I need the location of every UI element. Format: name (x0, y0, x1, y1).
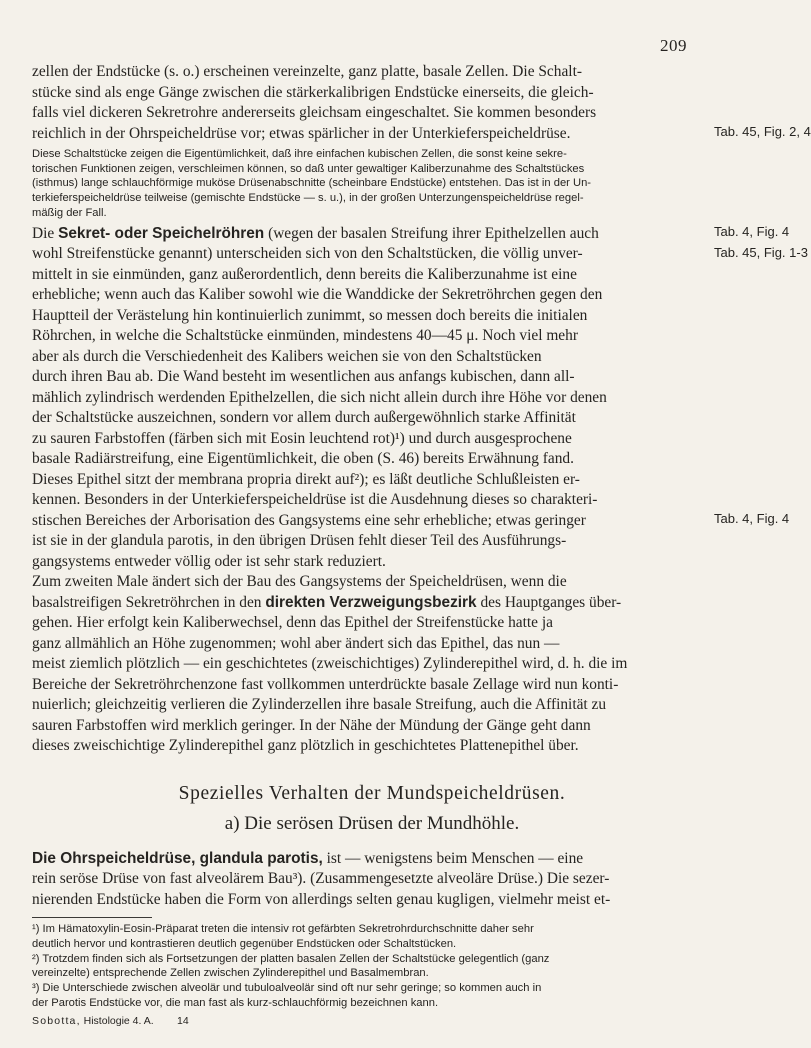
section-heading: Spezielles Verhalten der Mundspeicheldrüsen. (178, 782, 566, 804)
footnote-1: ¹) Im Hämatoxylin-Eosin-Präparat treten die intensiv rot gefärbten Sekretrohrdurchschnitte daher sehr deutlich hervor und kontrastieren deutlich gegenüber Endstücken oder Schaltstücken. (32, 923, 534, 950)
printer-source-line (32, 1015, 712, 1027)
paragraph-hauptgang (32, 572, 712, 757)
paragraph-parotis (32, 849, 712, 911)
source-title: Histologie 4. A. (83, 1014, 154, 1027)
text-run: ist — wenigstens beim Menschen — eine rein seröse Drüse von fast alveolärem Bau³). (Zusammengesetzte alveoläre Drüse.) Die sezer- nierenden Endstücke haben die Form von allerdings selten genau kugligen, vielmehr meist et- (32, 849, 611, 908)
footnote-divider (32, 917, 152, 918)
subsection-heading: a) Die serösen Drüsen der Mundhöhle. (224, 812, 520, 834)
text-run: (wegen der basalen Streifung ihrer Epithelzellen auch wohl Streifenstücke genannt) unterscheiden sich von den Schaltstücken, die völlig unver- mittelt in sie einmünden, ganz außerordentlich, denn bereits die Kaliberzunahme ist eine erhebliche; wenn auch das Kaliber sowohl wie die Wanddicke der Sekretröhrchen gegen den Hauptteil der Verästelung hin kontinuierlich zunimmt, so messen doch bereits die initialen Röhrchen, in welche die Schaltstücke einmünden, mindestens 40—45 μ. Noch viel mehr aber als durch die Verschiedenheit des Kalibers weichen sie von den Schaltstücken durch ihren Bau ab. Die Wand besteht im wesentlichen aus anfangs kubischen, dann all- mählich zylindrisch werdenden Epithelzellen, die sich nicht allein durch ihre Höhe vor denen der Schaltstücke auszeichnen, sondern vor allem durch außergewöhnlich starke Affinität zu sauren Farbstoffen (färben sich mit Eosin leuchtend rot)¹) und durch ausgesprochene basale Radiärstreifung, eine Eigentümlichkeit, die oben (S. 46) bereits Erwähnung fand. Dieses Epithel sitzt der membrana propria direkt auf²); es läßt deutliche Schlußleisten er- kennen. Besonders in der Unterkieferspeicheldrüse ist die Ausdehnung dieses so charakteri- stischen Bereiches der Arborisation des Gangsystems eine sehr erhebliche; etwas geringer ist sie in der glandula parotis, in den übrigen Drüsen fehlt dieser Teil des Ausführungs- gangsystems entweder völlig oder ist sehr stark reduziert. (32, 224, 607, 570)
footnote-3: ³) Die Unterschiede zwischen alveolär und tubuloalveolär sind oft nur sehr geringe; so kommen auch in der Parotis Endstücke vor, die man fast als kurz-schlauchförmig bezeichnen kann. (32, 982, 542, 1009)
margin-note-1: Tab. 45, Fig. 2, 4 (714, 124, 811, 139)
margin-note-2: Tab. 4, Fig. 4 (714, 224, 790, 239)
source-signature: 14 (177, 1014, 189, 1027)
margin-note-4: Tab. 4, Fig. 4 (714, 511, 790, 526)
bold-term-verzweigungsbezirk: direkten Verzweigungsbezirk (265, 593, 477, 611)
margin-note-3: Tab. 45, Fig. 1-3 (714, 245, 808, 260)
page-number: 209 (660, 36, 687, 55)
bold-term-sekretroehren: Sekret- oder Speichelröhren (58, 224, 265, 242)
text-run: Zum zweiten Male ändert sich der Bau des Gangsystems der Speicheldrüsen, wenn die basalstreifigen Sekretröhrchen in den (32, 573, 567, 611)
text-run: Die (32, 224, 59, 242)
small-print-note: Diese Schaltstücke zeigen die Eigentümlichkeit, daß ihre einfachen kubischen Zellen, die sonst keine sekre- torischen Funktionen zeigen, verschleimen können, so daß unter gewaltiger Kaliberzunahme des Schaltstückes (isthmus) lange schlauchförmige muköse Drüsenabschnitte (scheinbare Endstücke) entstehen. Das ist in der Un- terkieferspeicheldrüse teilweise (gemischte Endstücke — s. u.), in der großen Unterzungenspeicheldrüse regel- mäßig der Fall. (32, 148, 592, 219)
paragraph-sekretroehren (32, 224, 712, 573)
source-author: Sobotta, (32, 1014, 81, 1027)
paragraph-schaltstuecke: zellen der Endstücke (s. o.) erscheinen vereinzelte, ganz platte, basale Zellen. Die Schalt- stücke sind als enge Gänge zwischen die stärkerkalibrigen Endstücke einerseits, die gleich- falls viel dickeren Sekretrohre andererseits gleichsam eingeschaltet. Sie kommen besonders reichlich in der Ohrspeicheldrüse vor; etwas spärlicher in der Unterkieferspeicheldrüse. (32, 63, 597, 142)
footnote-2: ²) Trotzdem finden sich als Fortsetzungen der platten basalen Zellen der Schaltstücke gelegentlich (ganz vereinzelte) entsprechende Zellen zwischen Zylinderepithel und Basalmembran. (32, 952, 550, 980)
text-run: des Hauptganges über- gehen. Hier erfolgt kein Kaliberwechsel, denn das Epithel der Streifenstücke hatte ja ganz allmählich an Höhe zugenommen; wohl aber ändert sich das Epithel, das nun — meist ziemlich plötzlich — ein geschichtetes (zweischichtiges) Zylinderepithel wird, d. h. die im Bereiche der Sekretröhrchenzone fast vollkommen unterdrückte basale Zellage wird nun konti- nuierlich; gleichzeitig verlieren die Zylinderzellen ihre basale Streifung, auch die Affinität zu sauren Farbstoffen wird merklich geringer. In der Nähe der Mündung der Gänge geht dann dieses zweischichtige Zylinderepithel ganz plötzlich in geschichtetes Plattenepithel über. (32, 593, 628, 755)
bold-term-parotis: Die Ohrspeicheldrüse, glandula parotis, (32, 849, 323, 867)
page-body (32, 62, 712, 1027)
